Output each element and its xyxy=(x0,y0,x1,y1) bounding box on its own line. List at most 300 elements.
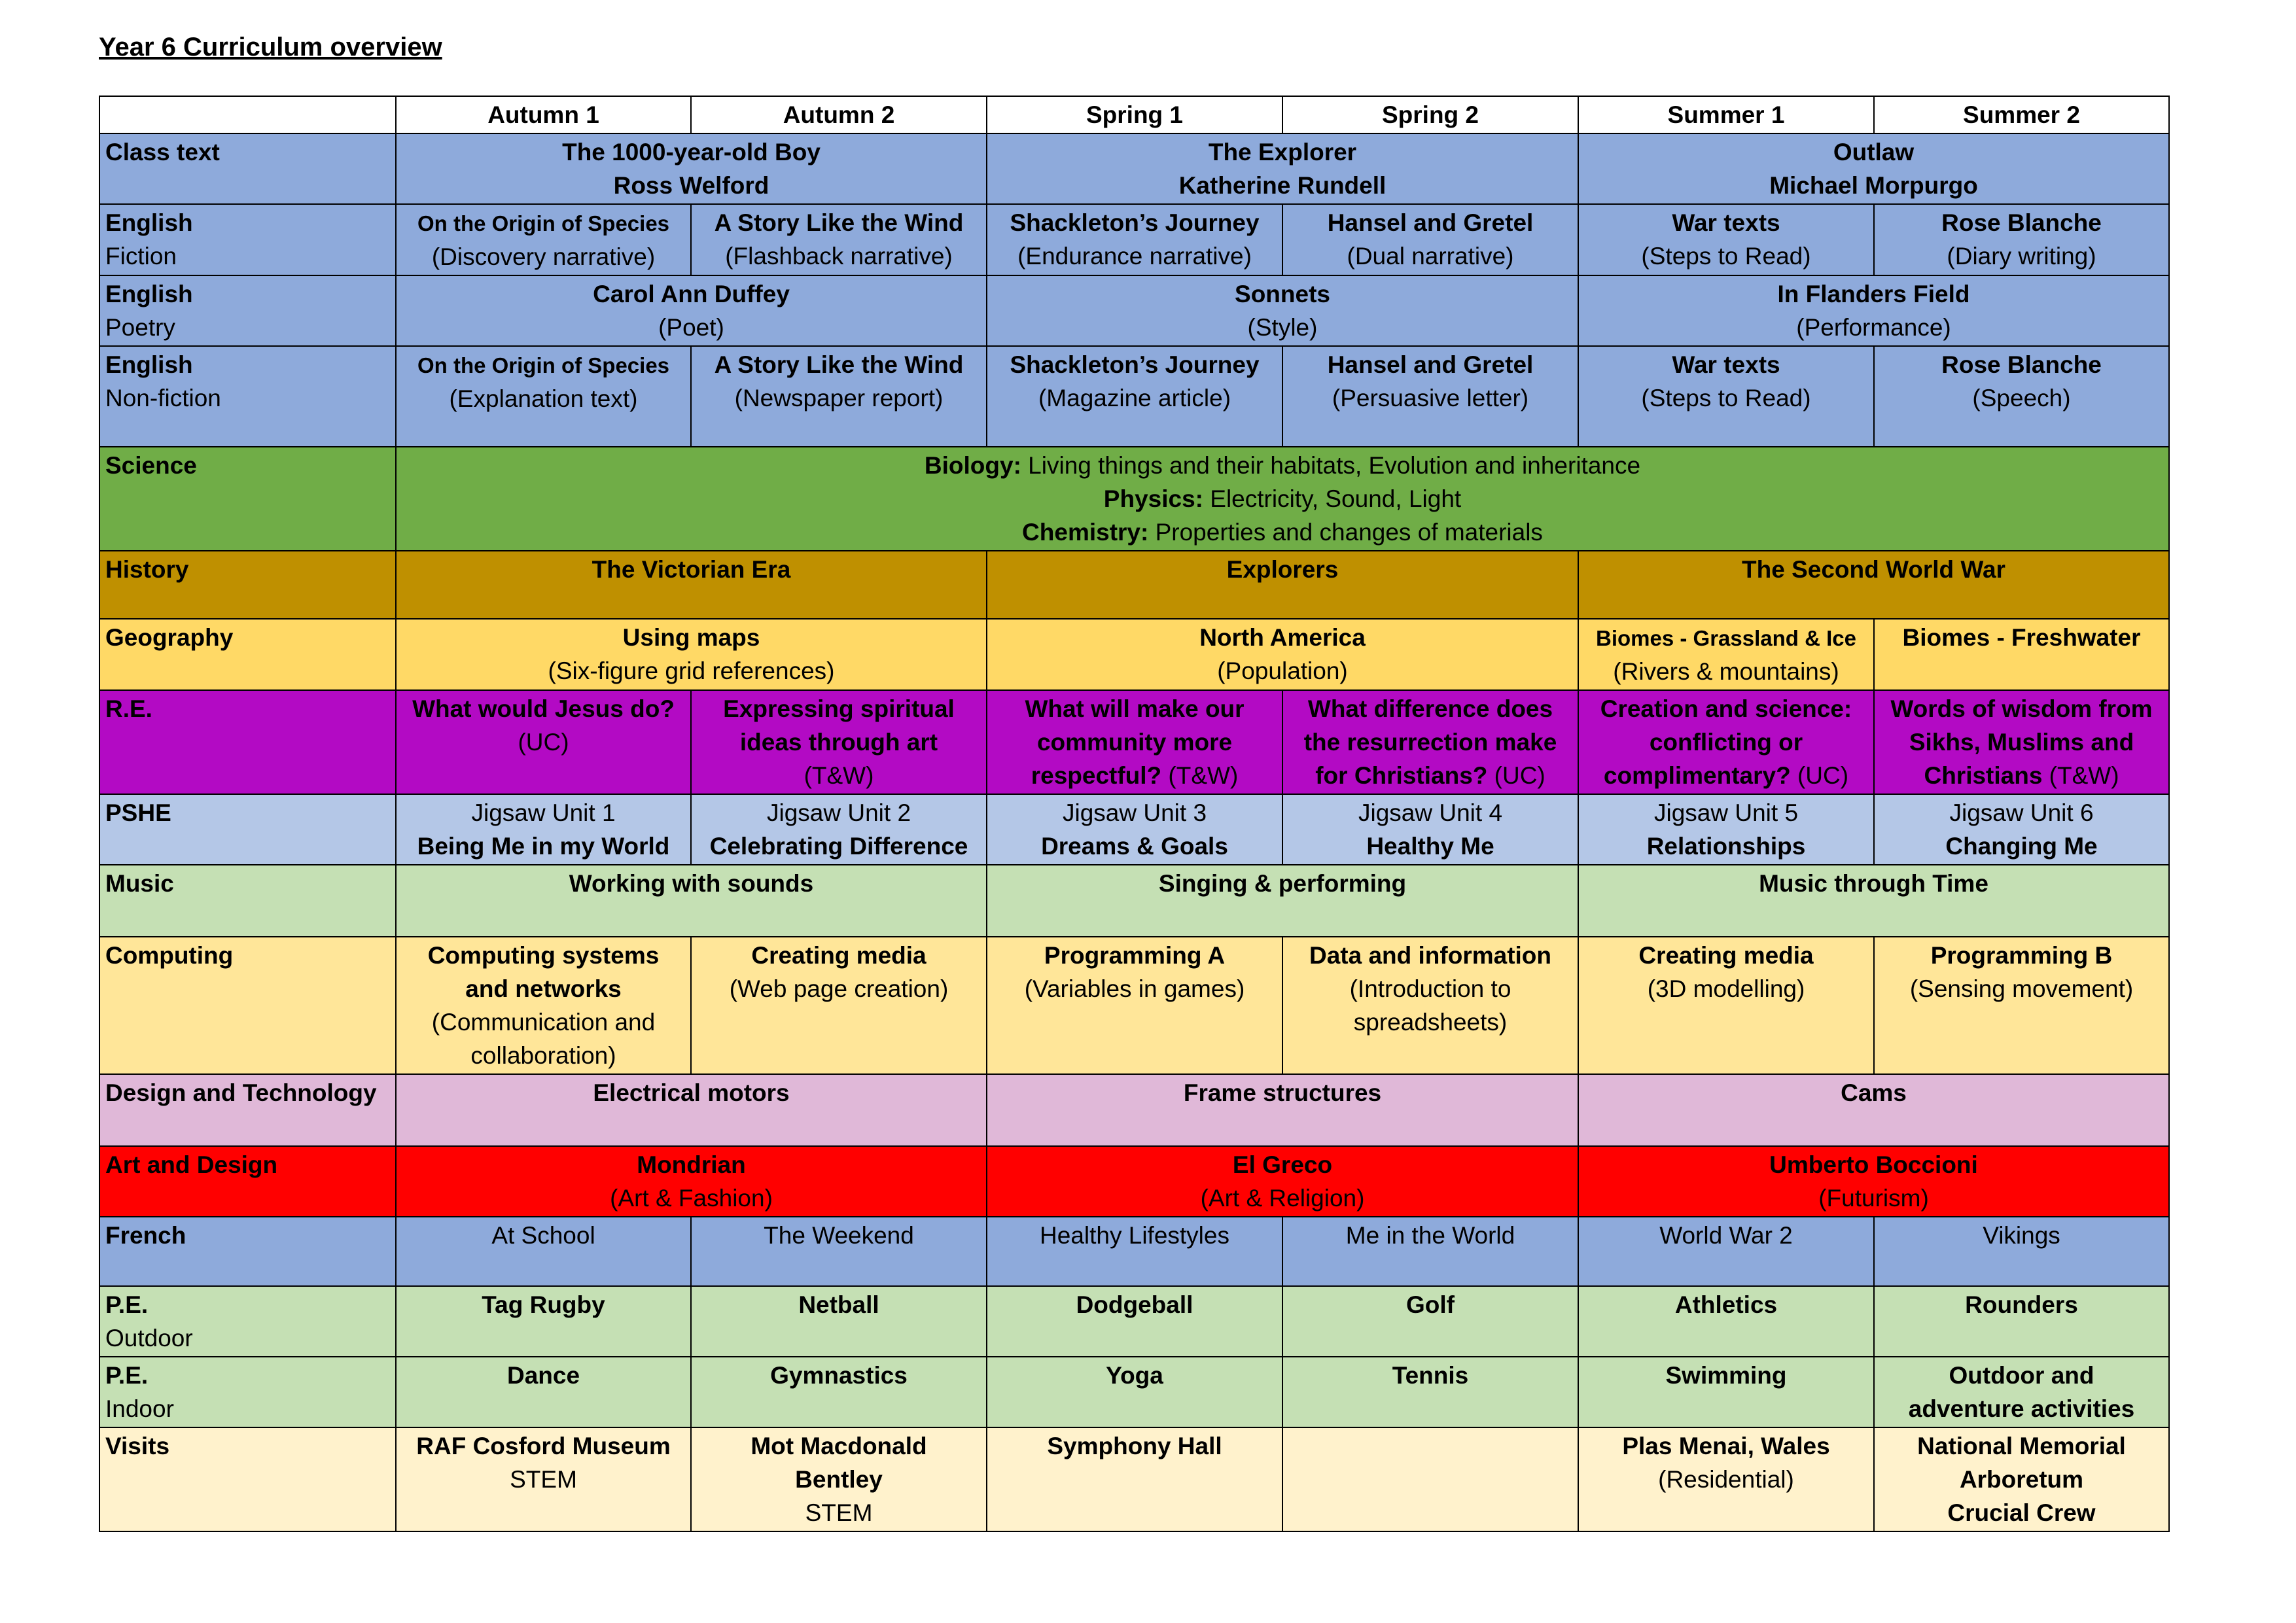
cell-line xyxy=(697,239,981,273)
curriculum-cell xyxy=(1578,937,1874,1074)
cell-heading: Expressing spiritual xyxy=(723,695,955,722)
subject-row xyxy=(99,690,2169,794)
cell-line xyxy=(402,169,981,202)
cell-line xyxy=(1880,1392,2163,1425)
cell-heading: Netball xyxy=(798,1291,879,1318)
cell-heading: Biomes - Freshwater xyxy=(1902,624,2141,651)
cell-line xyxy=(402,1148,981,1181)
cell-heading: conflicting or xyxy=(1649,729,1803,756)
cell-detail: At School xyxy=(491,1222,595,1249)
cell-heading: Music through Time xyxy=(1759,870,1988,897)
curriculum-cell xyxy=(1578,1427,1874,1531)
cell-detail: (T&W) xyxy=(804,762,874,789)
cell-heading: Chemistry: xyxy=(1022,519,1149,546)
cell-line xyxy=(402,1039,685,1072)
cell-line xyxy=(993,1148,1572,1181)
curriculum-cell xyxy=(1282,204,1578,275)
cell-line xyxy=(1584,867,2163,900)
cell-detail: (Newspaper report) xyxy=(734,385,944,411)
cell-detail: (T&W) xyxy=(2042,762,2119,789)
cell-detail: (Futurism) xyxy=(1818,1185,1929,1212)
curriculum-cell xyxy=(1282,346,1578,447)
cell-heading: El Greco xyxy=(1232,1151,1333,1178)
cell-detail: (UC) xyxy=(518,729,569,756)
curriculum-cell xyxy=(1578,1146,2169,1217)
cell-heading: Rose Blanche xyxy=(1941,351,2102,378)
curriculum-cell xyxy=(1282,1217,1578,1286)
curriculum-cell xyxy=(691,937,987,1074)
cell-heading: the resurrection make xyxy=(1303,729,1557,756)
cell-heading: Mot Macdonald xyxy=(751,1433,927,1459)
cell-line xyxy=(1880,725,2163,759)
cell-detail: Me in the World xyxy=(1345,1222,1515,1249)
curriculum-cell xyxy=(1874,204,2169,275)
subject-name: English xyxy=(105,209,193,236)
cell-line xyxy=(1288,725,1572,759)
cell-heading: Arboretum xyxy=(1959,1466,2084,1493)
cell-detail: (Explanation text) xyxy=(449,385,638,412)
curriculum-cell xyxy=(396,937,691,1074)
cell-line xyxy=(1584,169,2163,202)
page-title: Year 6 Curriculum overview xyxy=(99,33,442,61)
cell-detail: (UC) xyxy=(1487,762,1545,789)
subject-name: English xyxy=(105,281,193,307)
cell-heading: Healthy Me xyxy=(1366,833,1494,860)
cell-detail: (Steps to Read) xyxy=(1641,385,1811,411)
cell-heading: Rounders xyxy=(1965,1291,2078,1318)
cell-detail: (UC) xyxy=(1790,762,1849,789)
cell-line xyxy=(402,1076,981,1109)
cell-line xyxy=(1584,277,2163,311)
subject-row xyxy=(99,1357,2169,1427)
cell-heading: Symphony Hall xyxy=(1047,1433,1222,1459)
curriculum-cell xyxy=(396,794,691,865)
cell-line xyxy=(993,135,1572,169)
cell-line xyxy=(697,1288,981,1321)
cell-heading: What will make our xyxy=(1025,695,1245,722)
cell-line xyxy=(993,692,1277,725)
cell-detail: (Discovery narrative) xyxy=(431,243,656,270)
curriculum-cell xyxy=(396,690,691,794)
cell-detail: (Dual narrative) xyxy=(1347,243,1514,270)
cell-line xyxy=(402,939,685,972)
term-header-spring-1: Spring 1 xyxy=(987,96,1282,133)
cell-line xyxy=(402,1463,685,1496)
cell-line xyxy=(993,759,1277,792)
curriculum-cell xyxy=(1578,346,1874,447)
curriculum-cell xyxy=(396,1427,691,1531)
cell-line xyxy=(1288,972,1572,1005)
curriculum-cell xyxy=(1874,1357,2169,1427)
cell-heading: Hansel and Gretel xyxy=(1327,351,1534,378)
curriculum-cell xyxy=(1282,1286,1578,1357)
curriculum-cell xyxy=(987,1357,1282,1427)
cell-detail: Vikings xyxy=(1983,1222,2060,1249)
curriculum-cell xyxy=(1874,1286,2169,1357)
cell-heading: Working with sounds xyxy=(569,870,814,897)
cell-line xyxy=(697,1463,981,1496)
cell-detail: (Introduction to xyxy=(1349,975,1511,1002)
cell-heading: Sonnets xyxy=(1235,281,1330,307)
cell-heading: Cams xyxy=(1841,1079,1907,1106)
cell-line xyxy=(1880,1463,2163,1496)
cell-detail: collaboration) xyxy=(470,1042,616,1069)
curriculum-cell xyxy=(1874,690,2169,794)
cell-heading: Plas Menai, Wales xyxy=(1622,1433,1830,1459)
term-header-summer-1: Summer 1 xyxy=(1578,96,1874,133)
curriculum-cell xyxy=(396,1074,987,1146)
subject-row xyxy=(99,1074,2169,1146)
cell-line xyxy=(697,381,981,415)
subject-name: PSHE xyxy=(105,799,171,826)
cell-line xyxy=(402,1359,685,1392)
cell-line xyxy=(993,939,1277,972)
curriculum-cell xyxy=(1282,690,1578,794)
cell-line xyxy=(402,135,981,169)
curriculum-cell xyxy=(691,1427,987,1531)
cell-line xyxy=(1880,621,2163,654)
cell-detail: (3D modelling) xyxy=(1647,975,1805,1002)
subject-name: French xyxy=(105,1222,186,1249)
cell-heading: Celebrating Difference xyxy=(709,833,968,860)
cell-line xyxy=(1880,1288,2163,1321)
cell-detail: (Flashback narrative) xyxy=(725,243,953,270)
cell-line xyxy=(993,654,1572,688)
cell-line xyxy=(1288,1219,1572,1252)
cell-heading: Creating media xyxy=(1638,942,1814,969)
cell-line xyxy=(1880,239,2163,273)
cell-heading: The Explorer xyxy=(1208,139,1357,166)
cell-line xyxy=(697,206,981,239)
cell-line xyxy=(697,1496,981,1529)
subject-name: R.E. xyxy=(105,695,152,722)
cell-line xyxy=(1584,381,1868,415)
cell-line xyxy=(1288,206,1572,239)
cell-heading: Data and information xyxy=(1309,942,1552,969)
cell-line xyxy=(1880,796,2163,829)
cell-heading: A Story Like the Wind xyxy=(714,351,964,378)
subject-name: Art and Design xyxy=(105,1151,278,1178)
cell-heading: Words of wisdom from xyxy=(1890,695,2153,722)
cell-heading: What would Jesus do? xyxy=(412,695,675,722)
cell-heading: Bentley xyxy=(795,1466,883,1493)
subject-label-cell xyxy=(99,1217,396,1286)
curriculum-cell xyxy=(987,690,1282,794)
cell-heading: Rose Blanche xyxy=(1941,209,2102,236)
cell-detail: (Variables in games) xyxy=(1024,975,1245,1002)
subject-name: Music xyxy=(105,870,174,897)
curriculum-cell xyxy=(1874,794,2169,865)
cell-line xyxy=(402,449,2163,482)
curriculum-cell xyxy=(691,1217,987,1286)
cell-heading: Outlaw xyxy=(1833,139,1915,166)
cell-heading: Golf xyxy=(1406,1291,1455,1318)
cell-line xyxy=(402,1219,685,1252)
cell-detail: (Web page creation) xyxy=(729,975,949,1002)
cell-line xyxy=(402,1429,685,1463)
cell-line xyxy=(1584,621,1868,655)
cell-heading: A Story Like the Wind xyxy=(714,209,964,236)
cell-line xyxy=(1584,725,1868,759)
cell-line xyxy=(993,553,1572,586)
curriculum-cell xyxy=(396,1146,987,1217)
curriculum-cell xyxy=(987,865,1578,937)
cell-line xyxy=(697,348,981,381)
cell-detail: (Magazine article) xyxy=(1038,385,1231,411)
cell-line xyxy=(1288,829,1572,863)
cell-detail: (T&W) xyxy=(1161,762,1239,789)
cell-line xyxy=(1584,1463,1868,1496)
cell-line xyxy=(402,654,981,688)
cell-heading: Gymnastics xyxy=(770,1362,908,1389)
curriculum-cell xyxy=(1578,690,1874,794)
cell-heading: Ross Welford xyxy=(613,172,769,199)
cell-heading: ideas through art xyxy=(739,729,938,756)
subject-row xyxy=(99,937,2169,1074)
cell-line xyxy=(1880,692,2163,725)
curriculum-cell xyxy=(691,794,987,865)
subject-name: Class text xyxy=(105,139,220,166)
cell-heading: and networks xyxy=(465,975,622,1002)
cell-heading: Biology: xyxy=(924,452,1021,479)
curriculum-cell xyxy=(987,794,1282,865)
cell-line xyxy=(993,621,1572,654)
cell-line xyxy=(402,725,685,759)
cell-detail: (Art & Religion) xyxy=(1200,1185,1365,1212)
cell-line xyxy=(697,829,981,863)
cell-heading: Crucial Crew xyxy=(1947,1499,2096,1526)
corner-cell xyxy=(99,96,396,133)
cell-line xyxy=(402,796,685,829)
cell-line xyxy=(1880,381,2163,415)
cell-line xyxy=(993,725,1277,759)
subject-row xyxy=(99,1286,2169,1357)
cell-detail: (Six-figure grid references) xyxy=(548,657,835,684)
cell-line xyxy=(993,829,1277,863)
cell-line xyxy=(697,725,981,759)
subject-name: History xyxy=(105,556,189,583)
cell-line xyxy=(402,206,685,240)
cell-line xyxy=(1584,759,1868,792)
curriculum-cell xyxy=(1874,346,2169,447)
cell-heading: Katherine Rundell xyxy=(1178,172,1386,199)
cell-heading: Umberto Boccioni xyxy=(1769,1151,1978,1178)
cell-line xyxy=(1584,1076,2163,1109)
cell-detail: Jigsaw Unit 3 xyxy=(1062,799,1207,826)
cell-heading: complimentary? xyxy=(1603,762,1791,789)
curriculum-cell xyxy=(396,275,987,346)
curriculum-cell xyxy=(1282,794,1578,865)
cell-detail: (Diary writing) xyxy=(1947,243,2096,270)
cell-detail: (Steps to Read) xyxy=(1641,243,1811,270)
subject-label-cell xyxy=(99,865,396,937)
curriculum-cell xyxy=(1282,1427,1578,1531)
cell-heading: community more xyxy=(1036,729,1233,756)
cell-heading: The Second World War xyxy=(1742,556,2005,583)
curriculum-cell xyxy=(987,1427,1282,1531)
subject-row xyxy=(99,447,2169,551)
cell-line xyxy=(402,1005,685,1039)
cell-detail: Jigsaw Unit 6 xyxy=(1949,799,2094,826)
curriculum-cell xyxy=(1578,1286,1874,1357)
cell-detail: World War 2 xyxy=(1659,1222,1793,1249)
curriculum-cell xyxy=(691,204,987,275)
cell-detail: Jigsaw Unit 2 xyxy=(766,799,911,826)
curriculum-cell xyxy=(396,1217,691,1286)
cell-line xyxy=(1584,692,1868,725)
cell-detail: (Communication and xyxy=(431,1009,656,1036)
cell-heading: Biomes - Grassland & Ice xyxy=(1596,626,1856,650)
curriculum-cell xyxy=(691,1286,987,1357)
cell-heading: Yoga xyxy=(1106,1362,1163,1389)
curriculum-cell xyxy=(1282,937,1578,1074)
cell-heading: Being Me in my World xyxy=(417,833,670,860)
subject-name: Design and Technology xyxy=(105,1079,377,1106)
term-header-autumn-2: Autumn 2 xyxy=(691,96,987,133)
cell-detail: Jigsaw Unit 5 xyxy=(1653,799,1799,826)
cell-line xyxy=(697,759,981,792)
subject-subtitle: Fiction xyxy=(105,243,177,270)
subject-name: P.E. xyxy=(105,1362,149,1389)
curriculum-cell xyxy=(987,1286,1282,1357)
cell-line xyxy=(697,1429,981,1463)
cell-line xyxy=(1880,1219,2163,1252)
curriculum-cell xyxy=(1282,1357,1578,1427)
cell-line xyxy=(1584,1359,1868,1392)
subject-label-cell xyxy=(99,619,396,690)
cell-line xyxy=(402,829,685,863)
cell-heading: Christians xyxy=(1924,762,2043,789)
subject-label-cell xyxy=(99,690,396,794)
cell-line xyxy=(993,1181,1572,1215)
cell-line xyxy=(697,972,981,1005)
curriculum-cell xyxy=(1578,794,1874,865)
cell-line xyxy=(697,1219,981,1252)
cell-line xyxy=(1880,1429,2163,1463)
cell-line xyxy=(1584,796,1868,829)
cell-line xyxy=(402,311,981,344)
cell-line xyxy=(697,796,981,829)
cell-heading: Programming B xyxy=(1930,942,2113,969)
cell-line xyxy=(697,1359,981,1392)
cell-detail: Living things and their habitats, Evolution and inheritance xyxy=(1021,452,1641,479)
cell-heading: Programming A xyxy=(1044,942,1226,969)
subject-subtitle: Poetry xyxy=(105,314,175,341)
curriculum-cell xyxy=(1874,1427,2169,1531)
curriculum-cell xyxy=(1578,865,2169,937)
subject-label-cell xyxy=(99,1074,396,1146)
cell-detail: spreadsheets) xyxy=(1353,1009,1508,1036)
cell-line xyxy=(1288,939,1572,972)
cell-line xyxy=(1584,135,2163,169)
curriculum-cell xyxy=(1578,1217,1874,1286)
cell-line xyxy=(1584,1288,1868,1321)
subject-row xyxy=(99,133,2169,204)
cell-detail: STEM xyxy=(805,1499,873,1526)
cell-line xyxy=(993,169,1572,202)
cell-line xyxy=(1880,972,2163,1005)
subject-subtitle: Indoor xyxy=(105,1395,174,1422)
curriculum-cell xyxy=(396,865,987,937)
cell-heading: Explorers xyxy=(1226,556,1339,583)
cell-heading: In Flanders Field xyxy=(1777,281,1970,307)
curriculum-cell xyxy=(396,204,691,275)
curriculum-cell xyxy=(396,1286,691,1357)
subject-label-cell xyxy=(99,551,396,619)
cell-heading: Tag Rugby xyxy=(482,1291,605,1318)
cell-line xyxy=(402,553,981,586)
cell-heading: Frame structures xyxy=(1183,1079,1382,1106)
cell-heading: Athletics xyxy=(1674,1291,1778,1318)
cell-detail: (Poet) xyxy=(658,314,724,341)
cell-line xyxy=(1584,655,1868,688)
cell-detail: (Sensing movement) xyxy=(1909,975,2134,1002)
cell-heading: On the Origin of Species xyxy=(417,211,670,236)
curriculum-cell xyxy=(396,551,987,619)
cell-line xyxy=(1288,1288,1572,1321)
curriculum-cell xyxy=(987,346,1282,447)
subject-label-cell xyxy=(99,346,396,447)
subject-label-cell xyxy=(99,1427,396,1531)
cell-line xyxy=(993,206,1277,239)
curriculum-table xyxy=(99,96,2170,1532)
cell-detail: (Endurance narrative) xyxy=(1017,243,1252,270)
curriculum-cell xyxy=(1874,1217,2169,1286)
cell-heading: Dreams & Goals xyxy=(1041,833,1228,860)
cell-heading: Relationships xyxy=(1646,833,1806,860)
subject-name: English xyxy=(105,351,193,378)
cell-heading: Computing systems xyxy=(427,942,660,969)
cell-line xyxy=(993,239,1277,273)
term-header-summer-2: Summer 2 xyxy=(1874,96,2169,133)
cell-detail: (Art & Fashion) xyxy=(610,1185,773,1212)
cell-heading: respectful? xyxy=(1031,762,1162,789)
cell-detail: (Residential) xyxy=(1658,1466,1794,1493)
cell-line xyxy=(1880,206,2163,239)
cell-heading: War texts xyxy=(1672,351,1780,378)
cell-heading: Physics: xyxy=(1103,485,1203,512)
cell-line xyxy=(402,621,981,654)
cell-detail: (Population) xyxy=(1217,657,1348,684)
cell-line xyxy=(1880,939,2163,972)
cell-detail: STEM xyxy=(510,1466,577,1493)
curriculum-cell xyxy=(396,619,987,690)
curriculum-cell xyxy=(987,1146,1578,1217)
cell-detail: (Style) xyxy=(1247,314,1318,341)
cell-line xyxy=(993,1076,1572,1109)
cell-detail: (Speech) xyxy=(1972,385,2071,411)
cell-heading: War texts xyxy=(1672,209,1780,236)
cell-heading: The Victorian Era xyxy=(592,556,791,583)
cell-heading: North America xyxy=(1199,624,1366,651)
curriculum-cell xyxy=(987,204,1282,275)
curriculum-cell xyxy=(1874,619,2169,690)
cell-heading: Creating media xyxy=(751,942,927,969)
cell-line xyxy=(402,482,2163,515)
cell-line xyxy=(402,240,685,273)
cell-heading: Carol Ann Duffey xyxy=(593,281,790,307)
cell-detail: Healthy Lifestyles xyxy=(1040,1222,1229,1249)
curriculum-cell xyxy=(987,1217,1282,1286)
cell-line xyxy=(1880,1359,2163,1392)
curriculum-cell xyxy=(1578,204,1874,275)
subject-row xyxy=(99,865,2169,937)
curriculum-cell xyxy=(1578,1074,2169,1146)
cell-heading: Tennis xyxy=(1392,1362,1469,1389)
subject-label-cell xyxy=(99,1286,396,1357)
subject-label-cell xyxy=(99,133,396,204)
cell-heading: RAF Cosford Museum xyxy=(416,1433,671,1459)
